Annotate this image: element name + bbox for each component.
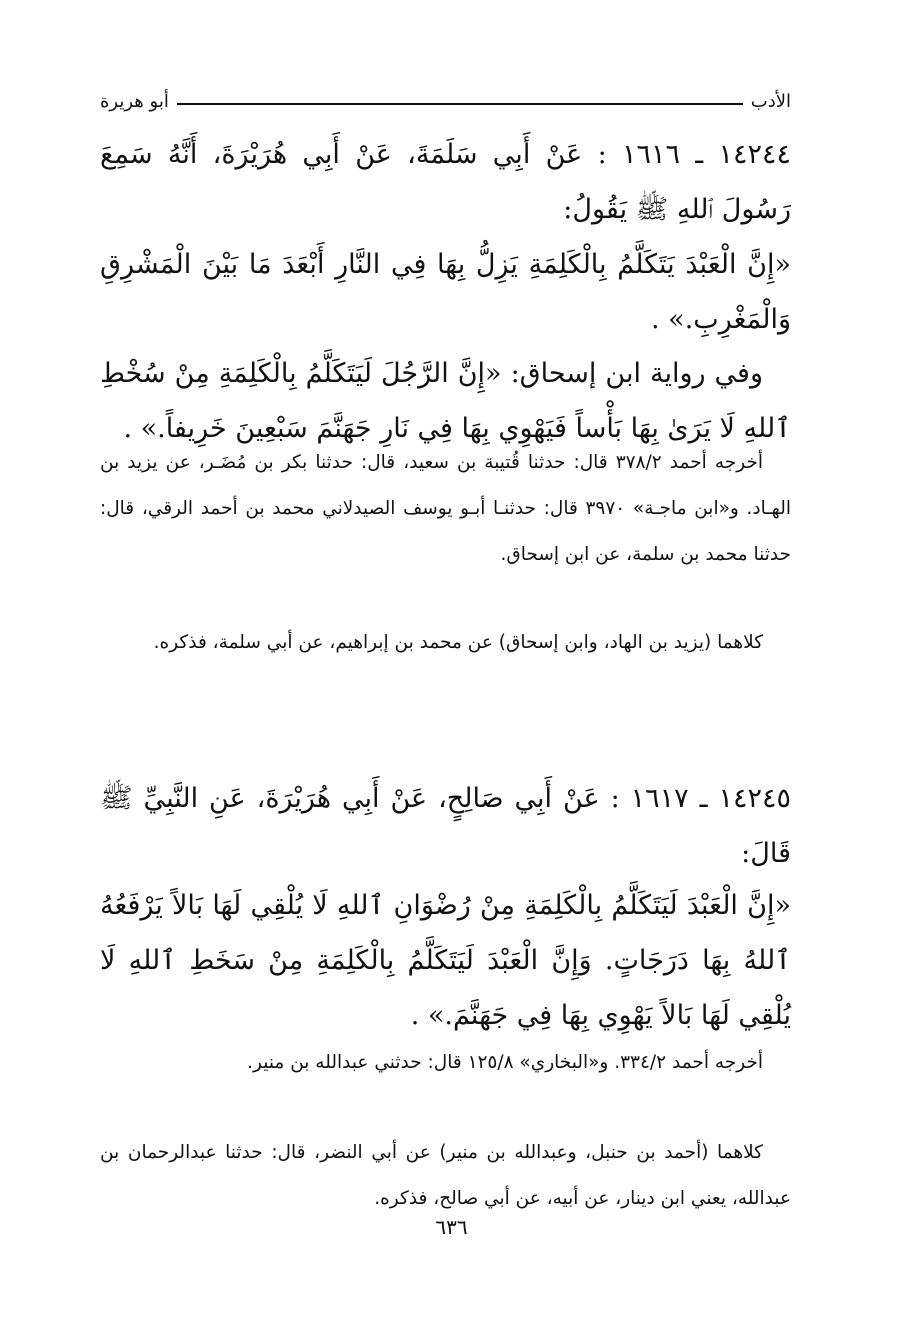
hadith-matn-2: «إِنَّ الْعَبْدَ لَيَتَكَلَّمُ بِالْكَلِمَةِ مِنْ رُضْوَانِ ٱللهِ لَا يُلْقِي لَهَا بَالاً يَرْفَعُهُ ٱللهُ بِهَا دَرَجَاتٍ. وَإِنَّ الْعَبْدَ لَيَتَكَلَّمُ بِالْكَلِمَةِ مِنْ سَخَطِ ٱللهِ لَا يُلْقِي لَهَا بَالاً يَهْوِي بِهَا فِي جَهَنَّمَ.» .: [100, 890, 791, 1031]
header-rule: [177, 103, 743, 105]
hadith-variant-1: وفي رواية ابن إسحاق: «إِنَّ الرَّجُلَ لَيَتَكَلَّمُ بِالْكَلِمَةِ مِنْ سُخْطِ ٱللهِ لَا يَرَىٰ بِهَا بَأْساً فَيَهْوِي بِهَا فِي نَارِ جَهَنَّمَ سَبْعِينَ خَرِيفاً.» .: [100, 358, 791, 444]
takhrij-1: أخرجه أحمد ٣٧٨/٢ قال: حدثنا قُتيبة بن سعيد، قال: حدثنا بكر بن مُضَـر، عن يزيد بن الهـاد. و«ابن ماجـة» ٣٩٧٠ قال: حدثنـا أبـو يوسف الصيدلاني محمد بن أحمد الرقي، قال: حدثنا محمد بن سلمة، عن ابن إسحاق.: [100, 452, 791, 565]
takhrij-2: أخرجه أحمد ٣٣٤/٢. و«البخاري» ١٢٥/٨ قال: حدثني عبدالله بن منير.: [247, 1052, 763, 1073]
narrator-title: أبو هريرة: [100, 90, 169, 112]
hadith-heading-1: ١٤٢٤٤ ـ ١٦١٦ : عَنْ أَبِي سَلَمَةَ، عَنْ أَبِي هُرَيْرَةَ، أَنَّهُ سَمِعَ رَسُولَ ٱللهِ ﷺ يَقُولُ:: [100, 139, 791, 225]
hadith-heading-2: ١٤٢٤٥ ـ ١٦١٧ : عَنْ أَبِي صَالِحٍ، عَنْ أَبِي هُرَيْرَةَ، عَنِ النَّبِيِّ ﷺ قَالَ:: [100, 783, 792, 869]
summary-1: كلاهما (يزيد بن الهاد، وابن إسحاق) عن محمد بن إبراهيم، عن أبي سلمة، فذكره.: [153, 632, 763, 653]
running-head: [100, 86, 791, 116]
page-number: ٦٣٦: [435, 1215, 468, 1239]
summary-2: كلاهما (أحمد بن حنبل، وعبدالله بن منير) عن أبي النضر، قال: حدثنا عبدالرحمان بن عبدالله، يعني ابن دينار، عن أبيه، عن أبي صالح، فذكره.: [100, 1142, 791, 1209]
chapter-title: الأدب: [750, 90, 791, 112]
hadith-matn-1: «إِنَّ الْعَبْدَ يَتَكَلَّمُ بِالْكَلِمَةِ يَزِلُّ بِهَا فِي النَّارِ أَبْعَدَ مَا بَيْنَ الْمَشْرِقِ وَالْمَغْرِبِ.» .: [100, 249, 791, 335]
